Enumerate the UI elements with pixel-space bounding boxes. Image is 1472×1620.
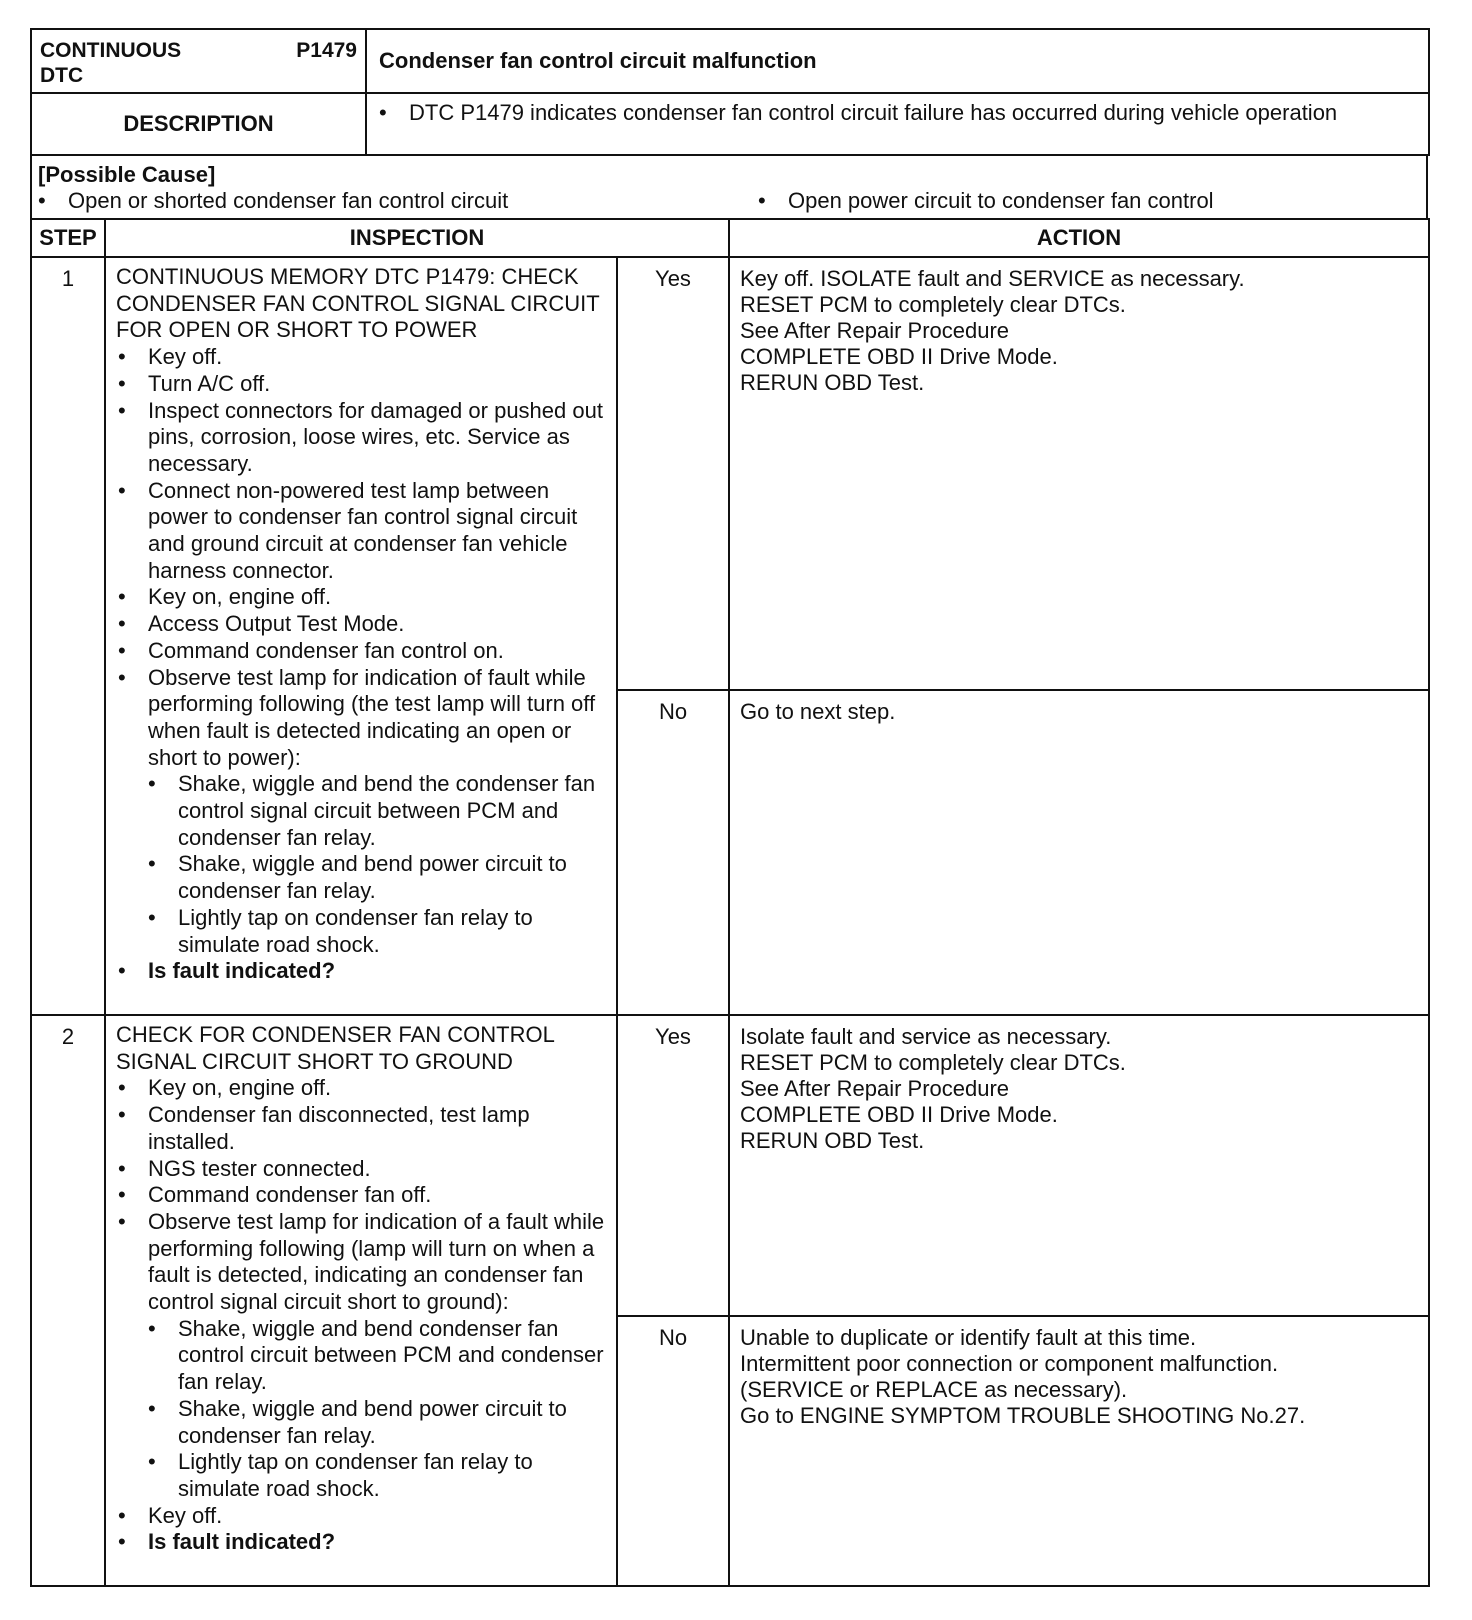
inspection-item-text: Connect non-powered test lamp between power to condenser fan control signal circuit and ground circuit at condenser fan vehicle harness connector. xyxy=(148,477,578,583)
action-line: RERUN OBD Test. xyxy=(740,1128,925,1153)
bullet-icon: • xyxy=(118,1102,126,1128)
description-label: DESCRIPTION xyxy=(31,93,366,155)
inspection-subitem-text: Lightly tap on condenser fan relay to simulate road shock. xyxy=(178,1449,533,1501)
action-line: Isolate fault and service as necessary. xyxy=(740,1024,1112,1049)
dtc-type-cell xyxy=(31,29,366,93)
action-line: See After Repair Procedure xyxy=(740,1076,1010,1101)
action-line: Unable to duplicate or identify fault at this time. xyxy=(740,1325,1197,1350)
inspection-item xyxy=(116,344,608,371)
inspection-item xyxy=(116,398,608,478)
bullet-icon: • xyxy=(38,188,46,213)
cause-table xyxy=(30,154,1428,220)
inspection-item-text: Observe test lamp for indication of a fault while performing following (lamp will turn on when a fault is detected, indicating an condenser fan control signal circuit short to ground): xyxy=(148,1208,605,1315)
inspection-subitem-text: Shake, wiggle and bend power circuit to condenser fan relay. xyxy=(178,1395,567,1448)
bullet-icon: • xyxy=(379,100,387,125)
inspection-item xyxy=(116,1102,608,1155)
step-inspection xyxy=(105,1015,617,1586)
bullet-icon: • xyxy=(118,344,126,370)
column-header-action: ACTION xyxy=(729,219,1429,257)
header-table xyxy=(30,28,1430,156)
bullet-icon: • xyxy=(118,637,126,663)
possible-cause-item: • Open power circuit to condenser fan control xyxy=(758,188,1214,213)
possible-cause-title: [Possible Cause] xyxy=(38,162,216,187)
action-line: COMPLETE OBD II Drive Mode. xyxy=(740,344,1058,369)
inspection-item xyxy=(116,665,608,772)
no-label: No xyxy=(617,690,729,1015)
step-number: 1 xyxy=(31,257,105,1015)
inspection-question xyxy=(116,1529,608,1556)
bullet-icon: • xyxy=(118,397,126,423)
bullet-icon: • xyxy=(118,1075,126,1101)
inspection-item xyxy=(116,371,608,398)
bullet-icon: • xyxy=(148,851,156,877)
dtc-title: Condenser fan control circuit malfunction xyxy=(366,29,1429,93)
bullet-icon: • xyxy=(118,958,126,984)
diagnostic-sheet xyxy=(30,28,1428,1587)
no-label: No xyxy=(617,1316,729,1586)
inspection-subitem xyxy=(116,1449,608,1502)
action-line: COMPLETE OBD II Drive Mode. xyxy=(740,1102,1058,1127)
bullet-icon: • xyxy=(118,584,126,610)
inspection-item xyxy=(116,1503,608,1530)
inspection-item xyxy=(116,1075,608,1102)
bullet-icon: • xyxy=(148,1449,156,1475)
no-action xyxy=(729,1316,1429,1586)
action-line: See After Repair Procedure xyxy=(740,318,1010,343)
bullet-icon: • xyxy=(148,904,156,930)
column-header-step: STEP xyxy=(31,219,105,257)
possible-cause-cell xyxy=(31,155,1427,219)
bullet-icon: • xyxy=(118,370,126,396)
inspection-item-text: Command condenser fan off. xyxy=(148,1182,432,1208)
steps-table xyxy=(30,218,1430,1587)
inspection-subitem xyxy=(116,1396,608,1449)
yes-action xyxy=(729,257,1429,690)
inspection-subitem-text: Shake, wiggle and bend power circuit to condenser fan relay. xyxy=(178,851,567,904)
inspection-subitem xyxy=(116,905,608,958)
step-title: CONTINUOUS MEMORY DTC P1479: CHECK CONDENSER FAN CONTROL SIGNAL CIRCUIT FOR OPEN OR SHORT TO POWER xyxy=(116,264,600,343)
inspection-subitem xyxy=(116,851,608,904)
column-header-inspection: INSPECTION xyxy=(105,219,729,257)
description-text: DTC P1479 indicates condenser fan control circuit failure has occurred during vehicle operation xyxy=(409,100,1338,125)
inspection-question-text: Is fault indicated? xyxy=(148,958,336,984)
step-number: 2 xyxy=(31,1015,105,1586)
bullet-icon: • xyxy=(118,1502,126,1528)
inspection-item-text: Key on, engine off. xyxy=(148,1075,332,1101)
inspection-item xyxy=(116,1209,608,1316)
action-line: Intermittent poor connection or component malfunction. xyxy=(740,1351,1279,1376)
bullet-icon: • xyxy=(118,611,126,637)
bullet-icon: • xyxy=(148,1315,156,1341)
inspection-item-text: Key off. xyxy=(148,1502,223,1528)
bullet-icon: • xyxy=(118,1208,126,1234)
bullet-icon: • xyxy=(118,477,126,503)
action-line: Go to ENGINE SYMPTOM TROUBLE SHOOTING No.27. xyxy=(740,1403,1306,1428)
inspection-item xyxy=(116,611,608,638)
action-line: (SERVICE or REPLACE as necessary). xyxy=(740,1377,1128,1402)
no-action xyxy=(729,690,1429,1015)
inspection-item-text: Command condenser fan control on. xyxy=(148,637,504,663)
yes-label: Yes xyxy=(617,257,729,690)
step-title: CHECK FOR CONDENSER FAN CONTROL SIGNAL CIRCUIT SHORT TO GROUND xyxy=(116,1022,555,1074)
action-line: Go to next step. xyxy=(740,699,896,724)
action-line: Key off. ISOLATE fault and SERVICE as necessary. xyxy=(740,266,1245,291)
dtc-label-line1: CONTINUOUS xyxy=(40,39,182,62)
inspection-subitem-text: Shake, wiggle and bend condenser fan control circuit between PCM and condenser fan relay. xyxy=(178,1315,604,1395)
inspection-item-text: Turn A/C off. xyxy=(148,370,271,396)
inspection-subitem-text: Lightly tap on condenser fan relay to simulate road shock. xyxy=(178,904,533,957)
bullet-icon: • xyxy=(118,1529,126,1555)
dtc-code: P1479 xyxy=(296,39,357,62)
possible-cause-item: • Open or shorted condenser fan control circuit xyxy=(38,188,509,213)
bullet-icon: • xyxy=(118,1182,126,1208)
action-line: RESET PCM to completely clear DTCs. xyxy=(740,292,1126,317)
bullet-icon: • xyxy=(148,771,156,797)
inspection-subitem-text: Shake, wiggle and bend the condenser fan control signal circuit between PCM and condenser fan relay. xyxy=(178,771,596,850)
inspection-item-text: Observe test lamp for indication of fault while performing following (the test lamp will turn off when fault is detected indicating an open or short to power): xyxy=(148,664,596,770)
action-line: RESET PCM to completely clear DTCs. xyxy=(740,1050,1126,1075)
yes-label: Yes xyxy=(617,1015,729,1316)
inspection-item-text: Key on, engine off. xyxy=(148,584,332,610)
inspection-item-text: Condenser fan disconnected, test lamp installed. xyxy=(148,1102,530,1154)
bullet-icon: • xyxy=(118,1155,126,1181)
inspection-item xyxy=(116,638,608,665)
dtc-label-line2: DTC xyxy=(40,64,84,87)
inspection-item-text: NGS tester connected. xyxy=(148,1155,371,1181)
inspection-item xyxy=(116,1182,608,1209)
step-inspection xyxy=(105,257,617,1015)
inspection-item xyxy=(116,478,608,585)
inspection-item xyxy=(116,1156,608,1183)
yes-action xyxy=(729,1015,1429,1316)
inspection-item xyxy=(116,584,608,611)
inspection-item-text: Key off. xyxy=(148,344,223,370)
inspection-question-text: Is fault indicated? xyxy=(148,1529,336,1555)
inspection-subitem xyxy=(116,1316,608,1396)
bullet-icon: • xyxy=(118,664,126,690)
inspection-subitem xyxy=(116,771,608,851)
inspection-item-text: Access Output Test Mode. xyxy=(148,611,405,637)
action-line: RERUN OBD Test. xyxy=(740,370,925,395)
bullet-icon: • xyxy=(758,188,766,213)
inspection-item-text: Inspect connectors for damaged or pushed out pins, corrosion, loose wires, etc. Service as necessary. xyxy=(148,397,603,476)
inspection-question xyxy=(116,958,608,985)
bullet-icon: • xyxy=(148,1395,156,1421)
description-body xyxy=(366,93,1429,155)
